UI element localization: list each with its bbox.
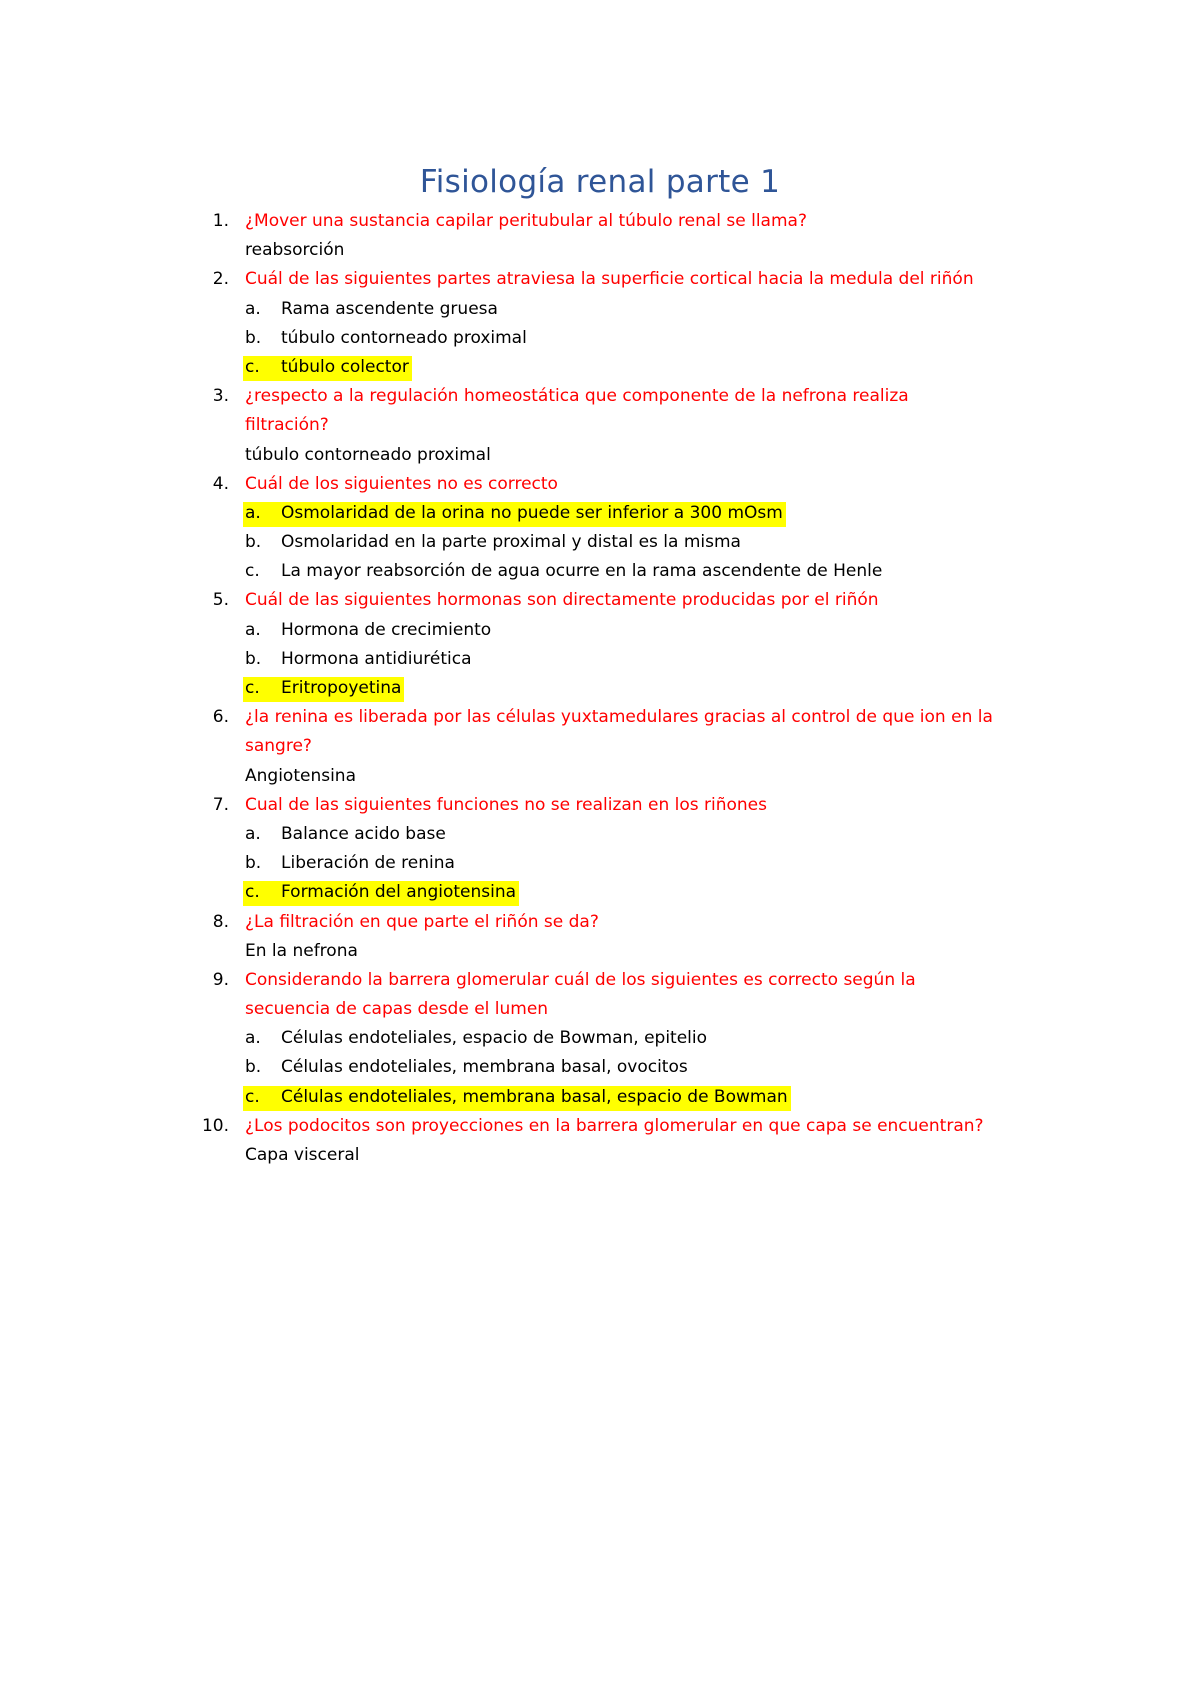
- question-line: [0, 1112, 1200, 1141]
- option-letter: c.: [245, 561, 260, 582]
- question-text: ¿la renina es liberada por las células yuxtamedulares gracias al control de que ion en la: [245, 707, 993, 728]
- option-text: túbulo contorneado proximal: [281, 327, 527, 348]
- option-letter: b.: [245, 532, 262, 553]
- option-line: [0, 1083, 1200, 1112]
- option-letter: c.: [245, 678, 260, 698]
- option-letter: c.: [245, 882, 260, 903]
- option-text: Balance acido base: [281, 823, 446, 844]
- option-letter: a.: [245, 1028, 261, 1049]
- question-line: [0, 470, 1200, 499]
- correct-option-text: Formación del angiotensina: [281, 882, 517, 903]
- question-number: 6.: [212, 707, 229, 728]
- option-letter: b.: [245, 853, 262, 874]
- question-number: 2.: [212, 269, 229, 290]
- question-line: [0, 586, 1200, 615]
- option-text: Osmolaridad en la parte proximal y distal es la misma: [281, 532, 741, 553]
- question-number: 3.: [212, 386, 229, 407]
- option-letter: a.: [245, 502, 261, 523]
- question-number: 4.: [212, 473, 229, 494]
- option-line: [0, 557, 1200, 586]
- option-text: Liberación de renina: [281, 853, 455, 874]
- question-line: [0, 732, 1200, 761]
- question-text: Cuál de los siguientes no es correcto: [245, 473, 558, 494]
- correct-option-text: Osmolaridad de la orina no puede ser inferior a 300 mOsm: [281, 502, 783, 523]
- question-line: [0, 382, 1200, 411]
- question-line: [0, 703, 1200, 732]
- question-text: sangre?: [245, 736, 312, 757]
- question-text: ¿Los podocitos son proyecciones en la barrera glomerular en que capa se encuentran?: [245, 1115, 984, 1136]
- question-line: [0, 265, 1200, 294]
- question-number: 1.: [212, 211, 229, 231]
- answer-text: túbulo contorneado proximal: [245, 444, 491, 465]
- question-text: ¿respecto a la regulación homeostática que componente de la nefrona realiza: [245, 386, 909, 407]
- option-line: [0, 528, 1200, 557]
- option-line: [0, 295, 1200, 324]
- option-line: [0, 1053, 1200, 1082]
- option-letter: a.: [245, 823, 261, 844]
- option-letter: a.: [245, 298, 261, 319]
- option-letter: b.: [245, 648, 262, 669]
- option-letter: b.: [245, 327, 262, 348]
- option-line: [0, 674, 1200, 703]
- question-text: Considerando la barrera glomerular cuál de los siguientes es correcto según la: [245, 969, 916, 990]
- answer-line: [0, 762, 1200, 791]
- option-line: [0, 616, 1200, 645]
- option-line: [0, 353, 1200, 382]
- question-number: 5.: [212, 590, 229, 611]
- question-text: secuencia de capas desde el lumen: [245, 999, 549, 1020]
- question-line: [0, 966, 1200, 995]
- option-line: [0, 324, 1200, 353]
- question-number: 8.: [212, 911, 229, 932]
- option-line: [0, 849, 1200, 878]
- answer-line: [0, 1141, 1200, 1170]
- question-text: Cuál de las siguientes hormonas son directamente producidas por el riñón: [245, 590, 879, 611]
- question-list: [0, 207, 1200, 1170]
- answer-line: [0, 937, 1200, 966]
- question-number: 10.: [201, 1115, 229, 1136]
- correct-option-text: Células endoteliales, membrana basal, espacio de Bowman: [281, 1086, 788, 1107]
- option-line: [0, 1024, 1200, 1053]
- option-letter: c.: [245, 356, 260, 377]
- option-letter: c.: [245, 1086, 260, 1107]
- question-text: Cual de las siguientes funciones no se realizan en los riñones: [245, 794, 767, 815]
- answer-text: Angiotensina: [245, 765, 356, 786]
- question-line: [0, 207, 1200, 236]
- answer-text: En la nefrona: [245, 940, 358, 961]
- correct-option-text: túbulo colector: [281, 356, 409, 377]
- question-line: [0, 791, 1200, 820]
- question-line: [0, 908, 1200, 937]
- question-number: 7.: [212, 794, 229, 815]
- option-text: Hormona antidiurética: [281, 648, 472, 669]
- option-text: Hormona de crecimiento: [281, 619, 492, 640]
- option-text: Células endoteliales, membrana basal, ovocitos: [281, 1057, 688, 1078]
- option-text: Células endoteliales, espacio de Bowman, epitelio: [281, 1028, 708, 1049]
- option-line: [0, 499, 1200, 528]
- option-line: [0, 820, 1200, 849]
- question-text: ¿Mover una sustancia capilar peritubular al túbulo renal se llama?: [245, 211, 807, 231]
- answer-line: [0, 441, 1200, 470]
- option-letter: b.: [245, 1057, 262, 1078]
- correct-option-text: Eritropoyetina: [281, 678, 402, 698]
- question-text: filtración?: [245, 415, 329, 436]
- option-line: [0, 878, 1200, 907]
- option-text: Rama ascendente gruesa: [281, 298, 498, 319]
- option-line: [0, 645, 1200, 674]
- question-text: ¿La filtración en que parte el riñón se da?: [245, 911, 599, 932]
- answer-text: Capa visceral: [245, 1145, 360, 1165]
- answer-text: reabsorción: [245, 240, 345, 261]
- answer-line: [0, 236, 1200, 265]
- document-title: Fisiología renal parte 1: [419, 164, 781, 200]
- question-number: 9.: [212, 969, 229, 990]
- option-letter: a.: [245, 619, 261, 640]
- question-line: [0, 411, 1200, 440]
- question-line: [0, 995, 1200, 1024]
- question-text: Cuál de las siguientes partes atraviesa la superficie cortical hacia la medula del riñón: [245, 269, 974, 290]
- option-text: La mayor reabsorción de agua ocurre en la rama ascendente de Henle: [281, 561, 883, 582]
